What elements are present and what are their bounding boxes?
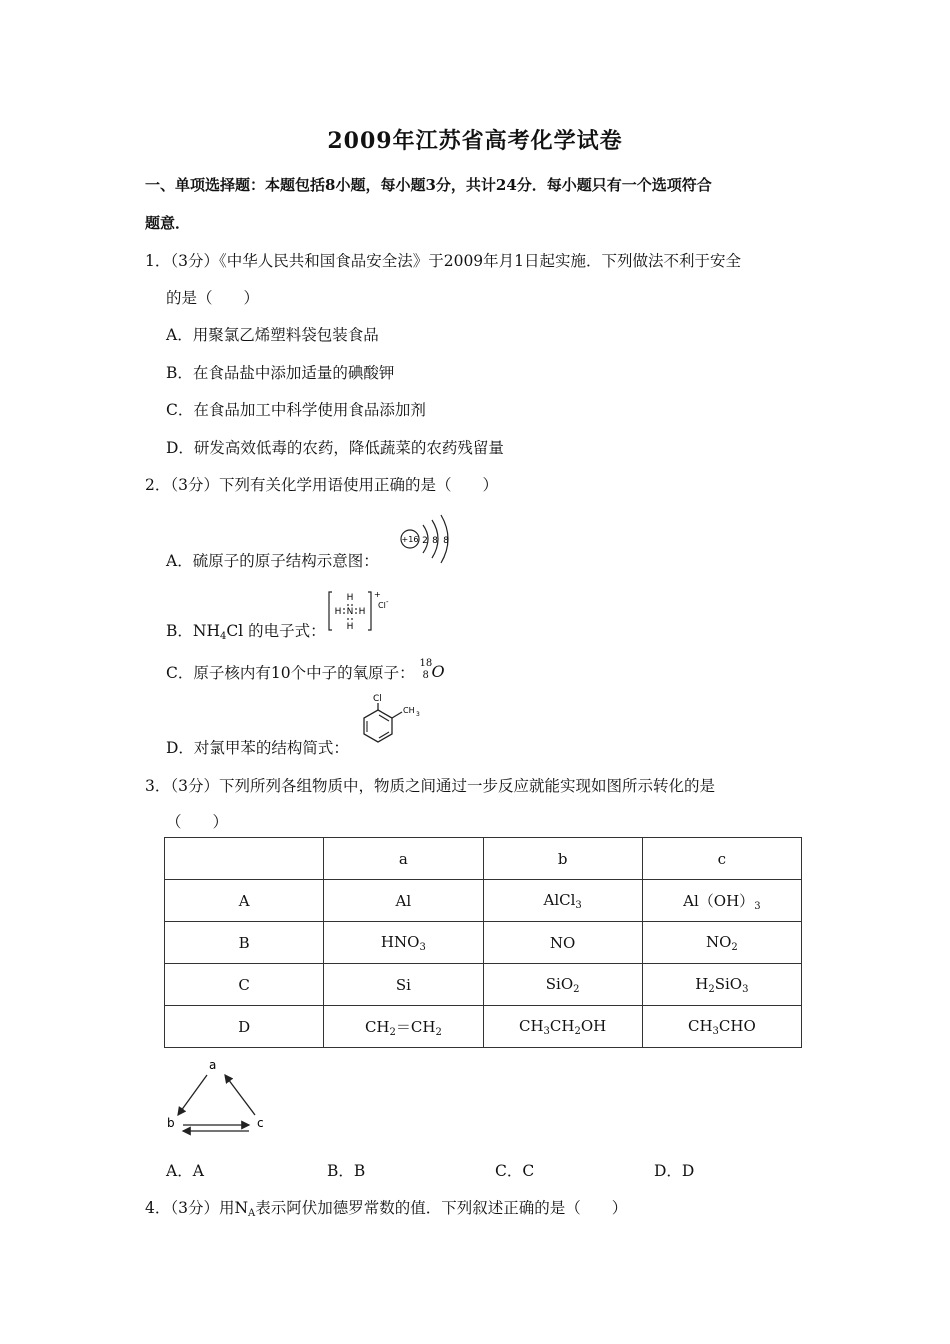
q2-c-text: C．原子核内有10个中子的氧原子： (166, 664, 415, 682)
cell-b-text: AlCl (543, 890, 576, 909)
q4-stem-sub: A (248, 1208, 256, 1219)
n-center: N (346, 607, 354, 617)
arrow-c-to-a (225, 1075, 255, 1115)
chloride-label: Cl (378, 601, 386, 610)
cell-a-sub: 2 (389, 1026, 396, 1038)
cell-c-sub: 2 (731, 941, 738, 953)
q4-stem (145, 1196, 627, 1219)
table-row (165, 880, 802, 922)
row-label: A (165, 880, 324, 922)
q2-option-c (166, 658, 448, 683)
oxygen-isotope (419, 658, 448, 682)
h-left: H (334, 607, 342, 617)
ch3-subscript: 3 (416, 711, 420, 718)
cell-c (642, 880, 801, 922)
isotope-atomic-number: 8 (422, 670, 429, 681)
q3-option-d: D．D (654, 1162, 695, 1180)
sulfur-atom-diagram (396, 509, 462, 565)
cell-b (483, 964, 642, 1006)
cell-a (324, 1006, 483, 1048)
node-b: b (167, 1116, 175, 1130)
isotope-mass-number: 18 (419, 658, 433, 669)
cell-a-text: HNO (380, 932, 420, 951)
q1-option-a: A．用聚氯乙烯塑料袋包装食品 (166, 326, 379, 344)
table-header-cell (165, 838, 324, 880)
table-row (165, 964, 802, 1006)
bracket-right (368, 592, 371, 630)
ammonium-chloride-electron-formula (326, 586, 389, 636)
section-heading: 一、单项选择题：本题包括8小题，每小题3分，共计24分．每小题只有一个选项符合 (145, 176, 712, 194)
h-top: H (346, 593, 354, 603)
cell-b-sub: 3 (543, 1025, 550, 1037)
section-heading-cont: 题意． (145, 214, 191, 232)
row-label: B (165, 922, 324, 964)
cell-c-text: NO (705, 932, 732, 951)
q1-stem-cont: 的是（ ） (166, 289, 260, 307)
cell-c-sub: 2 (708, 983, 715, 995)
cell-b (483, 1006, 642, 1048)
node-a: a (209, 1058, 217, 1072)
q3-option-c: C．C (495, 1162, 535, 1180)
row-label: C (165, 964, 324, 1006)
cell-b (483, 880, 642, 922)
cell-a-text: CH (364, 1017, 390, 1036)
table-header-cell: c (642, 838, 801, 880)
q1-option-d: D．研发高效低毒的农药，降低蔬菜的农药残留量 (166, 439, 504, 457)
cell-c-text: Al（OH） (683, 891, 755, 910)
cell-a: Al (324, 880, 483, 922)
chloride-charge: - (386, 598, 389, 606)
nucleus-charge: +16 (401, 535, 419, 544)
q2-option-b (166, 619, 326, 642)
q3-option-b: B．B (327, 1162, 366, 1180)
cell-c-text: SiO (714, 974, 743, 993)
arrow-a-to-b (178, 1075, 207, 1115)
ammonium-charge: + (374, 590, 381, 599)
h-right: H (358, 607, 366, 617)
cell-c-text: CHO (718, 1016, 756, 1035)
q1-option-b: B．在食品盐中添加适量的碘酸钾 (166, 364, 395, 382)
cell-c (642, 1006, 801, 1048)
cell-b-text: CH (549, 1016, 575, 1035)
q2-option-d: D．对氯甲苯的结构简式： (166, 739, 349, 757)
cell-b-text: OH (580, 1016, 607, 1035)
q2-option-a: A．硫原子的原子结构示意图： (166, 552, 379, 570)
q3-stem-cont: （ ） (166, 813, 229, 831)
node-c: c (257, 1116, 264, 1130)
shell-count-2: 8 (432, 536, 438, 546)
table-row (165, 1006, 802, 1048)
q3-option-a: A．A (166, 1162, 204, 1180)
cell-a: Si (324, 964, 483, 1006)
h-bottom: H (346, 622, 354, 632)
table-row (165, 922, 802, 964)
row-label: D (165, 1006, 324, 1048)
cell-a-sub: 3 (419, 941, 426, 953)
q1-option-c: C．在食品加工中科学使用食品添加剂 (166, 401, 426, 419)
shell-count-1: 2 (422, 536, 428, 546)
q1-stem: 1．（3分）《中华人民共和国食品安全法》于2009年月1日起实施．下列做法不利于安全 (145, 252, 742, 270)
isotope-symbol: O (431, 662, 445, 681)
substance-table (164, 837, 802, 1048)
cell-c (642, 922, 801, 964)
cell-b-sub: 2 (573, 983, 580, 995)
table-header-cell: a (324, 838, 483, 880)
q2-stem: 2．（3分）下列有关化学用语使用正确的是（ ） (145, 476, 498, 494)
bracket-left (329, 592, 332, 630)
cell-a (324, 922, 483, 964)
cell-b-sub: 3 (575, 899, 582, 911)
cell-c-sub: 3 (754, 900, 761, 912)
cell-c-text: H (695, 974, 709, 993)
ch3-substituent: CH (403, 706, 415, 715)
cell-c (642, 964, 801, 1006)
chlorotoluene-structure (356, 692, 436, 752)
page-title: 2009年江苏省高考化学试卷 (327, 128, 623, 154)
conversion-triangle-diagram (163, 1055, 273, 1135)
cell-b-text: SiO (545, 974, 574, 993)
q3-stem: 3．（3分）下列所列各组物质中，物质之间通过一步反应就能实现如图所示转化的是 (145, 777, 715, 795)
cell-b-sub: 2 (574, 1025, 581, 1037)
cell-c-sub: 3 (712, 1025, 719, 1037)
q2-b-text-post: Cl 的电子式： (226, 622, 326, 640)
cl-substituent: Cl (373, 694, 382, 704)
cell-c-sub: 3 (742, 983, 749, 995)
benzene-ring (364, 710, 392, 742)
table-header-cell: b (483, 838, 642, 880)
cell-a-sub: 2 (435, 1026, 442, 1038)
q2-b-sub: 4 (219, 631, 227, 642)
shell-count-3: 8 (443, 536, 449, 546)
q4-stem-text-post: 表示阿伏加德罗常数的值．下列叙述正确的是（ ） (255, 1199, 628, 1217)
table-header-row (165, 838, 802, 880)
q4-stem-text: 4．（3分）用N (145, 1199, 249, 1217)
bond-ch3 (392, 712, 402, 718)
cell-b: NO (483, 922, 642, 964)
cell-b-text: CH (518, 1016, 544, 1035)
q2-b-text: B．NH (166, 622, 220, 640)
cell-a-text: ＝CH (395, 1017, 436, 1036)
cell-c-text: CH (687, 1016, 713, 1035)
